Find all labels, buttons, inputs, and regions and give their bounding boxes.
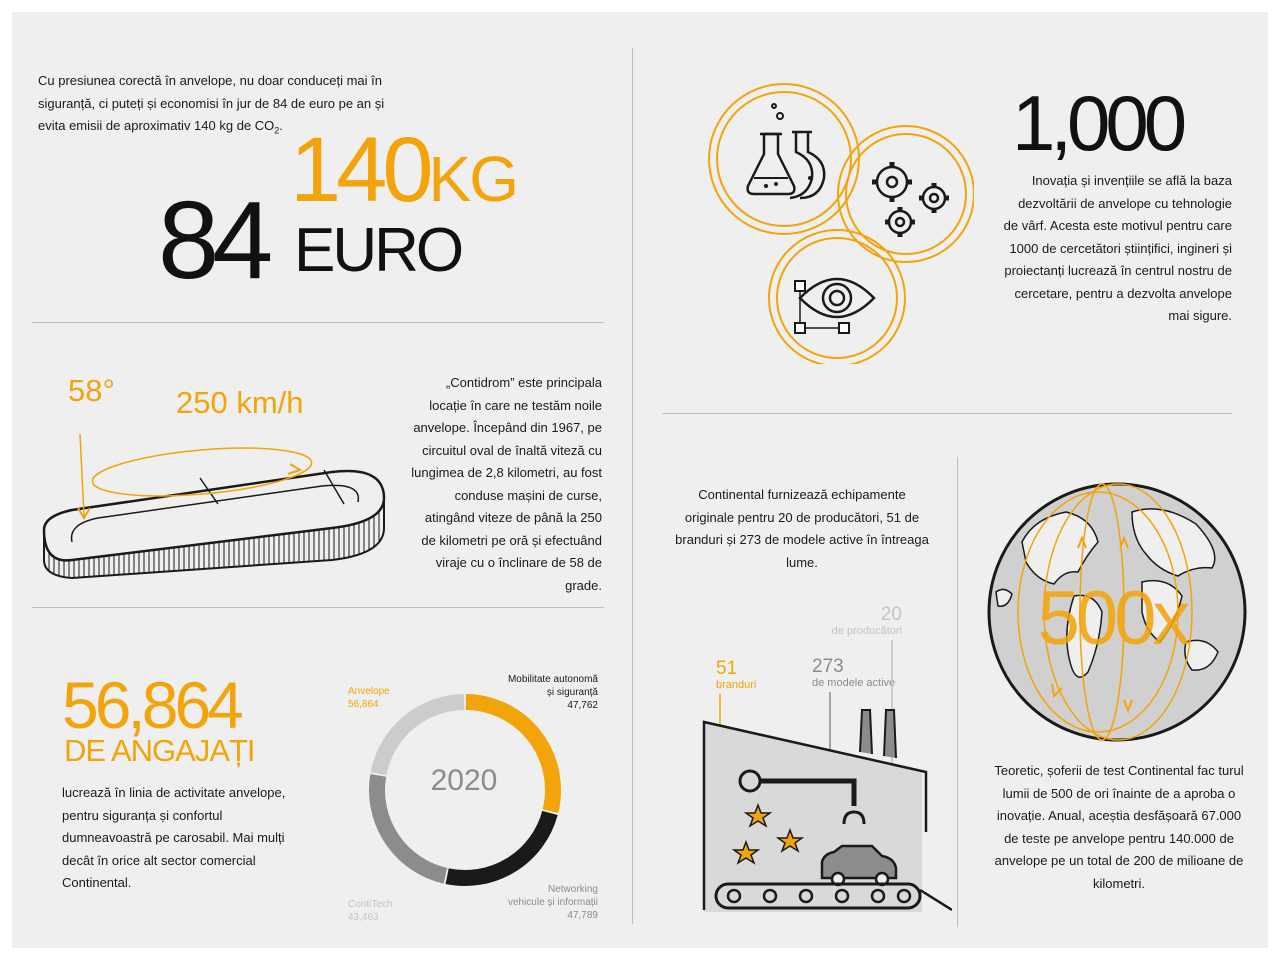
infographic-page: [12, 12, 1268, 948]
euro-value: 84: [158, 179, 267, 302]
research-icons: [704, 74, 974, 364]
employees-text: lucrează în linia de activitate anvelope, pentru siguranța și confortul dumneavoastră pe carosabil. Mai mulți decât în orice alt sector comercial Continental.: [62, 785, 286, 890]
employees-donut-chart: [332, 662, 632, 922]
divider-left-1: [32, 322, 604, 323]
label-contitech-name: ContiTech: [348, 899, 393, 910]
donut-slice-3: [379, 702, 465, 774]
contidrom-angle: 58°: [68, 373, 115, 408]
label-contitech-value: 43,463: [348, 912, 379, 922]
euro-unit: EURO: [294, 216, 462, 285]
label-anvelope-value: 56,864: [348, 699, 379, 710]
brands-value: 51: [716, 658, 738, 679]
label-mobility-name-1: Mobilitate autonomă: [507, 674, 598, 685]
factory-illustration: [672, 592, 952, 922]
label-mobility-value: 47,762: [567, 700, 598, 711]
label-networking-value: 47,789: [567, 910, 598, 921]
globe-illustration: [982, 472, 1252, 752]
chart-title: 2020: [430, 764, 498, 797]
label-networking-name-2: vehicule și informații: [507, 897, 598, 908]
divider-left-2: [32, 607, 604, 608]
kg-value: 140KG: [290, 119, 517, 221]
donut-slice-1: [447, 813, 550, 878]
contidrom-text: „Contidrom” este principala locație în care ne testăm noile anvelope. Începând din 1967, pe circuitul oval de înaltă viteză cu lungimea de 2,8 kilometri, au fost conduse mașini de curse, atingând viteze de până la 250 de kilometri pe oră și efectuând viraje cu o înclinare de 58 de grade.: [411, 375, 602, 593]
divider-right-1: [662, 413, 1232, 414]
employees-number: 56,864: [62, 668, 240, 742]
research-number: 1,000: [1012, 79, 1183, 167]
label-networking-name-1: Networking: [547, 884, 598, 895]
testing-text: Teoretic, șoferii de test Continental fac turul lumii de 500 de ori înainte de a aproba o inovație. Anual, aceștia desfășoară 67.000 de teste pe anvelope pentru 140.000 de anvelope pe un total de 200 de milioane de kilometri.: [994, 763, 1244, 891]
eye-icon: [769, 230, 905, 364]
testing-number: 500x: [1037, 576, 1187, 661]
track-illustration: [32, 412, 402, 592]
contidrom-speed: 250 km/h: [176, 385, 304, 420]
pressure-text: Cu presiunea corectă în anvelope, nu doar conduceți mai în siguranță, ci puteți și economisi în jur de 84 de euro pe an și evita emisii de aproximativ 140 kg de $CO_2$.: [38, 73, 385, 136]
flask-icon: [709, 84, 859, 234]
divider-right-2: [957, 457, 958, 927]
manufacturers-value: 20: [880, 604, 902, 625]
label-anvelope-name: Anvelope: [348, 686, 390, 697]
center-divider: [632, 48, 633, 924]
models-label: de modele active: [812, 677, 896, 689]
research-text: Inovația și invențiile se află la baza dezvoltării de anvelope cu tehnologie de vârf. Acesta este motivul pentru care 1000 de cercetători științifici, ingineri și proiectanți lucrează în centrul nostru de cercetare, pentru a dezvolta anvelope mai sigure.: [1003, 173, 1232, 323]
label-mobility-name-2: și siguranță: [546, 687, 598, 698]
employees-label: DE ANGAJAȚI: [64, 733, 255, 768]
manufacturers-label: de producători: [831, 625, 902, 637]
models-value: 273: [812, 656, 844, 677]
brands-label: branduri: [716, 679, 757, 691]
oem-text: Continental furnizează echipamente originale pentru 20 de producători, 51 de branduri și 273 de modele active în întreaga lume.: [675, 487, 929, 570]
